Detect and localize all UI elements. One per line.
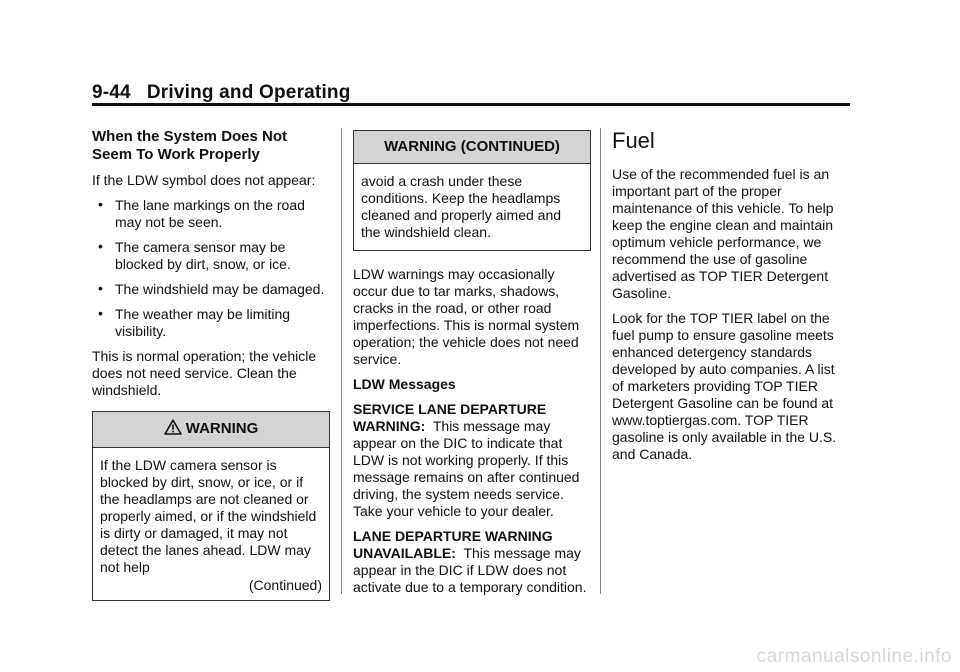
warning-continued-header: WARNING (CONTINUED) <box>354 131 590 164</box>
message-label: LANE DEPARTURE WARNING UNAVAILABLE: <box>353 528 553 561</box>
warning-header <box>93 412 329 448</box>
watermark: carmanualsonline.info <box>756 646 952 667</box>
message-text: This message may appear on the DIC to indicate that LDW is not working properly. If this message remains on after continued driving, the system needs service. Take your vehicle to your dealer. <box>353 418 580 519</box>
message-text: This message may appear in the DIC if LDW does not activate due to a temporary condition. <box>353 545 587 595</box>
page-number: 9-44 <box>92 82 131 103</box>
list-item: • The lane markings on the road may not be seen. <box>92 197 330 231</box>
column-2 <box>353 128 591 604</box>
column-3 <box>612 128 850 471</box>
warning-box <box>92 411 330 601</box>
fuel-heading: Fuel <box>612 128 655 153</box>
message-ldw-unavailable <box>353 528 591 596</box>
warning-continued-box <box>353 130 591 251</box>
warning-continued-body <box>354 164 590 250</box>
bullet-list <box>92 197 330 340</box>
warning-title: WARNING <box>185 420 259 437</box>
ldw-false-warning-text: LDW warnings may occasionally occur due to tar marks, shadows, cracks in the road, or other road imperfections. This is normal system operation; the vehicle does not need service. <box>353 266 580 367</box>
section-title: Driving and Operating <box>146 82 351 103</box>
messages-heading: LDW Messages <box>353 376 456 392</box>
column-divider <box>600 128 601 594</box>
warning-body <box>93 448 329 600</box>
header-rule <box>92 103 850 106</box>
intro-text: If the LDW symbol does not appear: <box>92 172 316 188</box>
list-item: • The camera sensor may be blocked by dirt, snow, or ice. <box>92 239 330 273</box>
message-label: SERVICE LANE DEPARTURE WARNING: <box>353 401 547 434</box>
list-item: • The windshield may be damaged. <box>92 281 330 298</box>
fuel-paragraph: Use of the recommended fuel is an important part of the proper maintenance of this vehicle. To help keep the engine clean and maintain optimum vehicle performance, we recommend the use of gasoline advertised as TOP TIER Detergent Gasoline. <box>612 166 834 301</box>
column-1 <box>92 128 330 601</box>
continued-label: (Continued) <box>248 577 322 593</box>
normal-operation-text: This is normal operation; the vehicle does not need service. Clean the windshield. <box>92 348 317 398</box>
page-header <box>92 82 351 104</box>
warning-text: avoid a crash under these conditions. Keep the headlamps cleaned and properly aimed and the windshield clean. <box>361 173 562 240</box>
message-service-ldw <box>353 401 591 520</box>
section-heading: When the System Does Not Seem To Work Properly <box>92 128 288 163</box>
warning-triangle-icon <box>164 419 182 439</box>
list-item: • The weather may be limiting visibility. <box>92 306 330 340</box>
warning-text: If the LDW camera sensor is blocked by dirt, snow, or ice, or if the headlamps are not cleaned or properly aimed, or if the windshield is dirty or damaged, it may not detect the lanes ahead. LDW may not help <box>100 457 317 575</box>
column-divider <box>341 128 342 594</box>
fuel-paragraph: Look for the TOP TIER label on the fuel pump to ensure gasoline meets enhanced detergency standards developed by auto companies. A list of marketers providing TOP TIER Detergent Gasoline can be found at www.toptiergas.com. TOP TIER gasoline is only available in the U.S. and Canada. <box>612 310 837 462</box>
